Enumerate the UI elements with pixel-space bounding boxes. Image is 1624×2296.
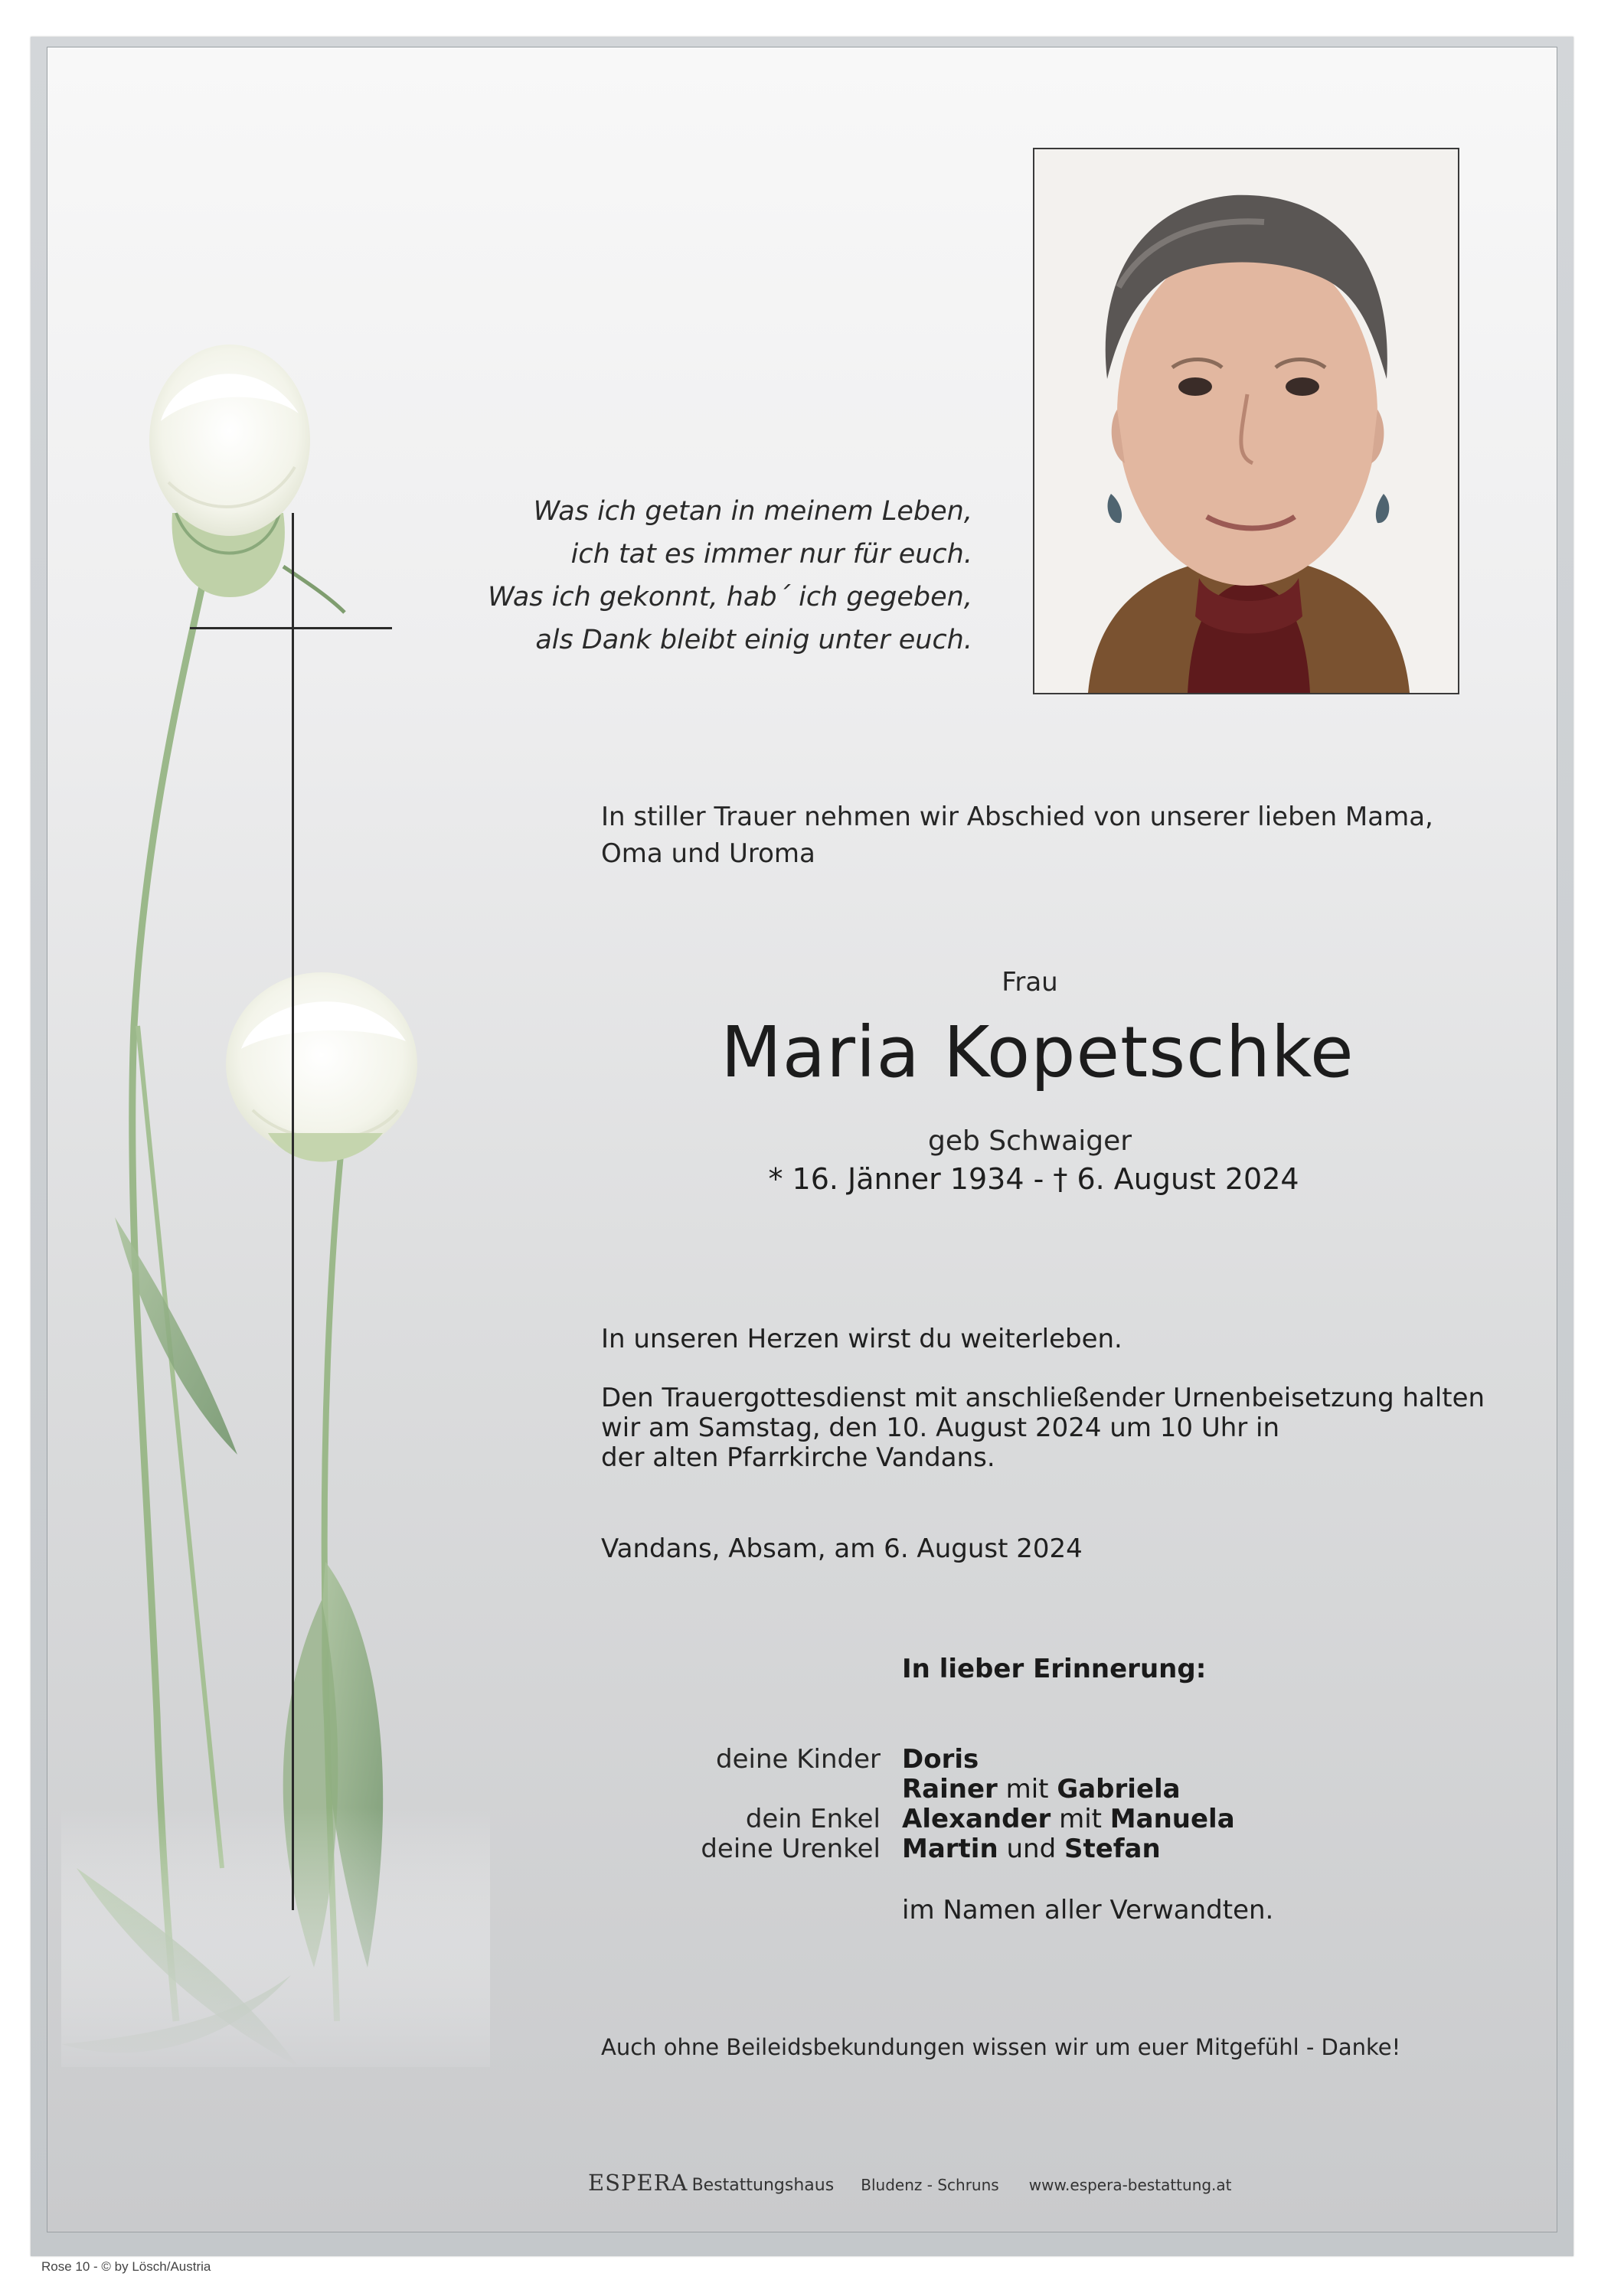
mourner-names: Rainer mit Gabriela [902,1774,1181,1804]
service-line: Den Trauergottesdienst mit anschließender Urnenbeisetzung halten [601,1383,1485,1413]
service-details [601,1383,1535,1473]
life-dates: * 16. Jänner 1934 - † 6. August 2024 [768,1162,1299,1196]
relatives-closing: im Namen aller Verwandten. [902,1895,1274,1925]
mourner-row [613,1834,1378,1864]
footer-locations: Bludenz - Schruns [861,2176,999,2194]
mourners-list [613,1745,1378,1864]
poem-line: Was ich getan in meinem Leben, [533,496,972,527]
relation-label: deine Kinder [716,1744,881,1775]
mourner-names: Alexander mit Manuela [902,1804,1235,1834]
brand-subtitle: Bestattungshaus [691,2176,835,2195]
funeral-home-footer [588,2170,1583,2196]
intro-line: Oma und Uroma [601,838,815,869]
brand-name: ESPERA [588,2170,688,2196]
portrait-photo [1033,148,1459,694]
relation-label: deine Urenkel [701,1834,881,1864]
announcement-intro [601,799,1520,872]
salutation: Frau [1002,967,1058,998]
deceased-name: Maria Kopetschke [721,1011,1354,1093]
mourner-names: Martin und Stefan [902,1834,1161,1864]
remembrance-text: In unseren Herzen wirst du weiterleben. [601,1324,1122,1354]
service-line: der alten Pfarrkirche Vandans. [601,1442,995,1473]
mourner-names: Doris [902,1744,979,1775]
image-credit: Rose 10 - © by Lösch/Austria [41,2259,211,2274]
cross-vertical-bar [292,513,294,1910]
poem-line: Was ich gekonnt, hab´ ich gegeben, [488,582,972,612]
intro-line: In stiller Trauer nehmen wir Abschied von unserer lieben Mama, [601,802,1433,832]
service-line: wir am Samstag, den 10. August 2024 um 10 Uhr in [601,1413,1280,1443]
cross-horizontal-bar [190,627,392,629]
place-and-date: Vandans, Absam, am 6. August 2024 [601,1533,1083,1564]
mourner-row [613,1804,1378,1834]
poem-line: als Dank bleibt einig unter euch. [535,625,972,655]
poem-line: ich tat es immer nur für euch. [570,539,972,570]
relation-label: dein Enkel [745,1804,881,1834]
footer-website: www.espera-bestattung.at [1028,2176,1232,2194]
white-roses-illustration [61,337,490,2067]
mourners-heading: In lieber Erinnerung: [902,1654,1207,1684]
mourner-row [613,1745,1378,1775]
memorial-poem [475,490,972,661]
thanks-note: Auch ohne Beileidsbekundungen wissen wir um euer Mitgefühl - Danke! [601,2034,1401,2060]
mourner-row [613,1775,1378,1804]
maiden-name: geb Schwaiger [927,1125,1132,1157]
